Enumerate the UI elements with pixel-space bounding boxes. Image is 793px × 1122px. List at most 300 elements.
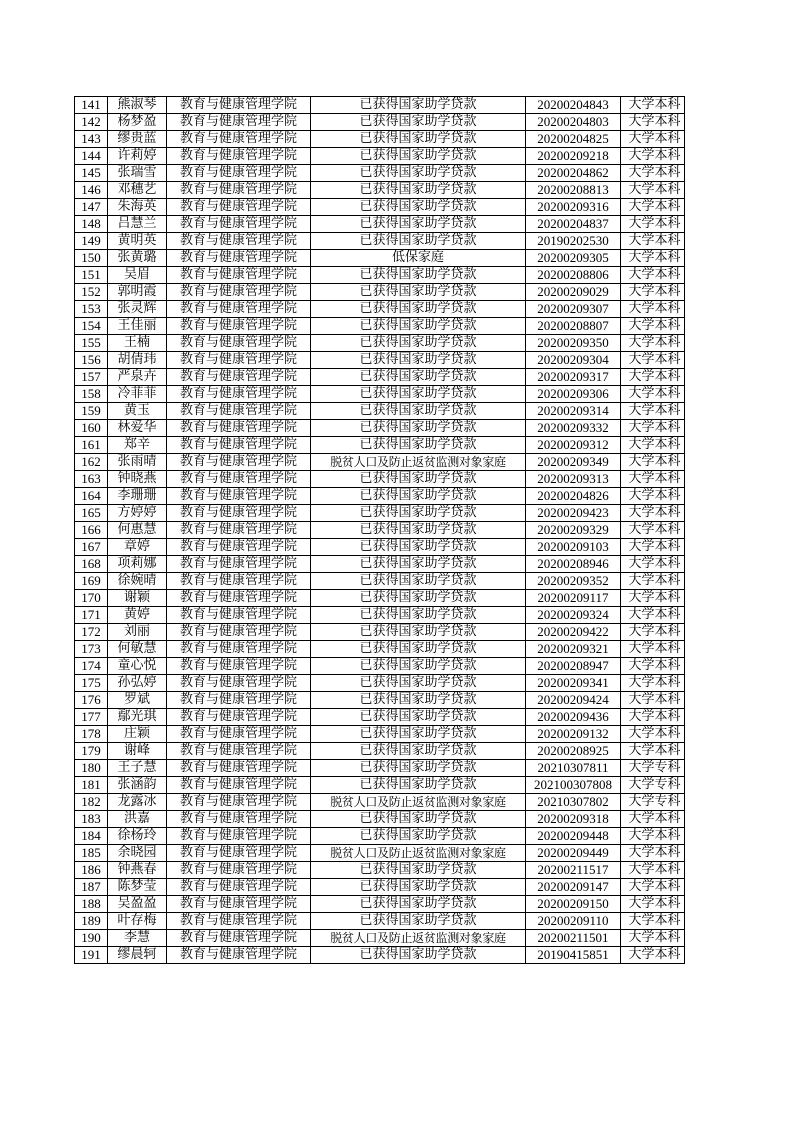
- aid-type-cell: 已获得国家助学贷款: [311, 709, 526, 726]
- row-number-cell: 169: [75, 573, 108, 590]
- college-cell: 教育与健康管理学院: [167, 573, 311, 590]
- row-number-cell: 151: [75, 267, 108, 284]
- student-name-cell: 熊淑琴: [108, 97, 167, 114]
- degree-level-cell: 大学本科: [621, 709, 685, 726]
- table-row: [75, 760, 685, 777]
- student-id-cell: 20200204825: [526, 131, 621, 148]
- aid-type-cell: 已获得国家助学贷款: [311, 114, 526, 131]
- college-cell: 教育与健康管理学院: [167, 488, 311, 505]
- college-cell: 教育与健康管理学院: [167, 709, 311, 726]
- student-id-cell: 20200209350: [526, 335, 621, 352]
- aid-type-cell: 已获得国家助学贷款: [311, 352, 526, 369]
- row-number-cell: 160: [75, 420, 108, 437]
- student-id-cell: 20200209117: [526, 590, 621, 607]
- student-name-cell: 项莉娜: [108, 556, 167, 573]
- aid-type-cell: 已获得国家助学贷款: [311, 386, 526, 403]
- student-id-cell: 20200209110: [526, 913, 621, 930]
- aid-type-cell: 已获得国家助学贷款: [311, 947, 526, 964]
- row-number-cell: 154: [75, 318, 108, 335]
- student-aid-table: [74, 96, 685, 964]
- student-name-cell: 张瑞雪: [108, 165, 167, 182]
- row-number-cell: 168: [75, 556, 108, 573]
- aid-type-cell: 脱贫人口及防止返贫监测对象家庭: [311, 845, 526, 862]
- row-number-cell: 176: [75, 692, 108, 709]
- table-row: [75, 641, 685, 658]
- aid-type-cell: 已获得国家助学贷款: [311, 471, 526, 488]
- aid-type-cell: 已获得国家助学贷款: [311, 437, 526, 454]
- student-name-cell: 黄明英: [108, 233, 167, 250]
- degree-level-cell: 大学本科: [621, 522, 685, 539]
- student-name-cell: 张涵韵: [108, 777, 167, 794]
- degree-level-cell: 大学本科: [621, 590, 685, 607]
- degree-level-cell: 大学本科: [621, 488, 685, 505]
- row-number-cell: 141: [75, 97, 108, 114]
- degree-level-cell: 大学本科: [621, 845, 685, 862]
- degree-level-cell: 大学本科: [621, 250, 685, 267]
- aid-type-cell: 已获得国家助学贷款: [311, 828, 526, 845]
- degree-level-cell: 大学本科: [621, 301, 685, 318]
- table-row: [75, 335, 685, 352]
- aid-type-cell: 已获得国家助学贷款: [311, 658, 526, 675]
- college-cell: 教育与健康管理学院: [167, 318, 311, 335]
- student-id-cell: 20200204826: [526, 488, 621, 505]
- aid-type-cell: 已获得国家助学贷款: [311, 420, 526, 437]
- student-name-cell: 冷菲菲: [108, 386, 167, 403]
- row-number-cell: 179: [75, 743, 108, 760]
- college-cell: 教育与健康管理学院: [167, 267, 311, 284]
- row-number-cell: 144: [75, 148, 108, 165]
- row-number-cell: 145: [75, 165, 108, 182]
- table-row: [75, 522, 685, 539]
- student-name-cell: 吕慧兰: [108, 216, 167, 233]
- student-id-cell: 20190202530: [526, 233, 621, 250]
- degree-level-cell: 大学本科: [621, 692, 685, 709]
- degree-level-cell: 大学专科: [621, 777, 685, 794]
- college-cell: 教育与健康管理学院: [167, 556, 311, 573]
- college-cell: 教育与健康管理学院: [167, 216, 311, 233]
- student-name-cell: 谢颖: [108, 590, 167, 607]
- student-name-cell: 孙弘婷: [108, 675, 167, 692]
- college-cell: 教育与健康管理学院: [167, 777, 311, 794]
- student-name-cell: 李珊珊: [108, 488, 167, 505]
- college-cell: 教育与健康管理学院: [167, 335, 311, 352]
- college-cell: 教育与健康管理学院: [167, 165, 311, 182]
- college-cell: 教育与健康管理学院: [167, 811, 311, 828]
- degree-level-cell: 大学本科: [621, 267, 685, 284]
- student-name-cell: 陈梦莹: [108, 879, 167, 896]
- row-number-cell: 143: [75, 131, 108, 148]
- student-id-cell: 20200204803: [526, 114, 621, 131]
- student-name-cell: 张灵辉: [108, 301, 167, 318]
- table-row: [75, 301, 685, 318]
- table-row: [75, 488, 685, 505]
- row-number-cell: 155: [75, 335, 108, 352]
- degree-level-cell: 大学本科: [621, 403, 685, 420]
- college-cell: 教育与健康管理学院: [167, 624, 311, 641]
- student-id-cell: 20200209314: [526, 403, 621, 420]
- student-id-cell: 20200208806: [526, 267, 621, 284]
- college-cell: 教育与健康管理学院: [167, 641, 311, 658]
- aid-type-cell: 已获得国家助学贷款: [311, 556, 526, 573]
- row-number-cell: 171: [75, 607, 108, 624]
- aid-type-cell: 低保家庭: [311, 250, 526, 267]
- student-id-cell: 20200209132: [526, 726, 621, 743]
- aid-type-cell: 已获得国家助学贷款: [311, 284, 526, 301]
- degree-level-cell: 大学本科: [621, 437, 685, 454]
- college-cell: 教育与健康管理学院: [167, 352, 311, 369]
- student-name-cell: 李慧: [108, 930, 167, 947]
- table-row: [75, 896, 685, 913]
- aid-type-cell: 已获得国家助学贷款: [311, 131, 526, 148]
- college-cell: 教育与健康管理学院: [167, 692, 311, 709]
- college-cell: 教育与健康管理学院: [167, 522, 311, 539]
- college-cell: 教育与健康管理学院: [167, 199, 311, 216]
- row-number-cell: 158: [75, 386, 108, 403]
- degree-level-cell: 大学本科: [621, 743, 685, 760]
- student-name-cell: 刘丽: [108, 624, 167, 641]
- student-id-cell: 20200209312: [526, 437, 621, 454]
- table-row: [75, 267, 685, 284]
- table-row: [75, 947, 685, 964]
- table-row: [75, 437, 685, 454]
- row-number-cell: 167: [75, 539, 108, 556]
- student-name-cell: 罗斌: [108, 692, 167, 709]
- aid-type-cell: 已获得国家助学贷款: [311, 896, 526, 913]
- degree-level-cell: 大学本科: [621, 420, 685, 437]
- student-id-cell: 20200204843: [526, 97, 621, 114]
- student-name-cell: 谢峰: [108, 743, 167, 760]
- degree-level-cell: 大学本科: [621, 607, 685, 624]
- aid-type-cell: 已获得国家助学贷款: [311, 199, 526, 216]
- college-cell: 教育与健康管理学院: [167, 454, 311, 471]
- table-row: [75, 811, 685, 828]
- degree-level-cell: 大学本科: [621, 930, 685, 947]
- college-cell: 教育与健康管理学院: [167, 369, 311, 386]
- aid-type-cell: 已获得国家助学贷款: [311, 165, 526, 182]
- aid-type-cell: 已获得国家助学贷款: [311, 505, 526, 522]
- table-row: [75, 420, 685, 437]
- college-cell: 教育与健康管理学院: [167, 726, 311, 743]
- table-row: [75, 352, 685, 369]
- student-name-cell: 章婷: [108, 539, 167, 556]
- student-id-cell: 20200208925: [526, 743, 621, 760]
- degree-level-cell: 大学本科: [621, 386, 685, 403]
- aid-type-cell: 已获得国家助学贷款: [311, 539, 526, 556]
- degree-level-cell: 大学本科: [621, 624, 685, 641]
- college-cell: 教育与健康管理学院: [167, 437, 311, 454]
- student-id-cell: 20200209103: [526, 539, 621, 556]
- student-name-cell: 张黄璐: [108, 250, 167, 267]
- student-id-cell: 20200209349: [526, 454, 621, 471]
- table-row: [75, 148, 685, 165]
- student-name-cell: 缪贵蓝: [108, 131, 167, 148]
- college-cell: 教育与健康管理学院: [167, 420, 311, 437]
- row-number-cell: 190: [75, 930, 108, 947]
- degree-level-cell: 大学本科: [621, 862, 685, 879]
- aid-type-cell: 已获得国家助学贷款: [311, 624, 526, 641]
- student-name-cell: 钟燕春: [108, 862, 167, 879]
- aid-type-cell: 已获得国家助学贷款: [311, 913, 526, 930]
- college-cell: 教育与健康管理学院: [167, 590, 311, 607]
- student-name-cell: 龙露冰: [108, 794, 167, 811]
- student-id-cell: 20210307811: [526, 760, 621, 777]
- table-row: [75, 573, 685, 590]
- table-row: [75, 726, 685, 743]
- row-number-cell: 157: [75, 369, 108, 386]
- aid-type-cell: 已获得国家助学贷款: [311, 97, 526, 114]
- aid-type-cell: 已获得国家助学贷款: [311, 573, 526, 590]
- aid-type-cell: 已获得国家助学贷款: [311, 641, 526, 658]
- row-number-cell: 153: [75, 301, 108, 318]
- aid-type-cell: 已获得国家助学贷款: [311, 743, 526, 760]
- college-cell: 教育与健康管理学院: [167, 845, 311, 862]
- row-number-cell: 180: [75, 760, 108, 777]
- row-number-cell: 189: [75, 913, 108, 930]
- table-row: [75, 658, 685, 675]
- student-name-cell: 何惠慧: [108, 522, 167, 539]
- row-number-cell: 162: [75, 454, 108, 471]
- college-cell: 教育与健康管理学院: [167, 743, 311, 760]
- row-number-cell: 148: [75, 216, 108, 233]
- degree-level-cell: 大学本科: [621, 182, 685, 199]
- student-id-cell: 20200209029: [526, 284, 621, 301]
- row-number-cell: 146: [75, 182, 108, 199]
- college-cell: 教育与健康管理学院: [167, 658, 311, 675]
- table-row: [75, 539, 685, 556]
- table-row: [75, 556, 685, 573]
- table-row: [75, 386, 685, 403]
- student-name-cell: 何敏慧: [108, 641, 167, 658]
- row-number-cell: 147: [75, 199, 108, 216]
- aid-type-cell: 已获得国家助学贷款: [311, 675, 526, 692]
- table-row: [75, 862, 685, 879]
- college-cell: 教育与健康管理学院: [167, 301, 311, 318]
- student-id-cell: 20210307802: [526, 794, 621, 811]
- college-cell: 教育与健康管理学院: [167, 675, 311, 692]
- table-row: [75, 743, 685, 760]
- college-cell: 教育与健康管理学院: [167, 97, 311, 114]
- student-id-cell: 20200209422: [526, 624, 621, 641]
- row-number-cell: 177: [75, 709, 108, 726]
- aid-type-cell: 已获得国家助学贷款: [311, 488, 526, 505]
- aid-type-cell: 脱贫人口及防止返贫监测对象家庭: [311, 930, 526, 947]
- aid-type-cell: 已获得国家助学贷款: [311, 607, 526, 624]
- row-number-cell: 184: [75, 828, 108, 845]
- student-name-cell: 徐婉晴: [108, 573, 167, 590]
- table-row: [75, 828, 685, 845]
- student-name-cell: 杨梦盈: [108, 114, 167, 131]
- student-name-cell: 徐杨玲: [108, 828, 167, 845]
- degree-level-cell: 大学本科: [621, 896, 685, 913]
- row-number-cell: 152: [75, 284, 108, 301]
- student-name-cell: 童心悦: [108, 658, 167, 675]
- degree-level-cell: 大学本科: [621, 454, 685, 471]
- aid-type-cell: 已获得国家助学贷款: [311, 403, 526, 420]
- row-number-cell: 149: [75, 233, 108, 250]
- aid-type-cell: 已获得国家助学贷款: [311, 811, 526, 828]
- table-row: [75, 454, 685, 471]
- college-cell: 教育与健康管理学院: [167, 947, 311, 964]
- table-row: [75, 131, 685, 148]
- student-name-cell: 严泉卉: [108, 369, 167, 386]
- table-row: [75, 216, 685, 233]
- student-name-cell: 缪晨轲: [108, 947, 167, 964]
- college-cell: 教育与健康管理学院: [167, 794, 311, 811]
- row-number-cell: 183: [75, 811, 108, 828]
- student-id-cell: 20200211501: [526, 930, 621, 947]
- student-id-cell: 20200209317: [526, 369, 621, 386]
- student-name-cell: 黄玉: [108, 403, 167, 420]
- table-row: [75, 165, 685, 182]
- degree-level-cell: 大学本科: [621, 284, 685, 301]
- student-name-cell: 吴盈盈: [108, 896, 167, 913]
- row-number-cell: 165: [75, 505, 108, 522]
- table-row: [75, 199, 685, 216]
- college-cell: 教育与健康管理学院: [167, 930, 311, 947]
- aid-type-cell: 已获得国家助学贷款: [311, 148, 526, 165]
- table-row: [75, 250, 685, 267]
- table-row: [75, 692, 685, 709]
- student-name-cell: 许莉婷: [108, 148, 167, 165]
- degree-level-cell: 大学本科: [621, 573, 685, 590]
- student-id-cell: 20190415851: [526, 947, 621, 964]
- row-number-cell: 191: [75, 947, 108, 964]
- college-cell: 教育与健康管理学院: [167, 471, 311, 488]
- aid-type-cell: 已获得国家助学贷款: [311, 369, 526, 386]
- aid-type-cell: 已获得国家助学贷款: [311, 760, 526, 777]
- row-number-cell: 178: [75, 726, 108, 743]
- degree-level-cell: 大学本科: [621, 828, 685, 845]
- degree-level-cell: 大学本科: [621, 216, 685, 233]
- student-name-cell: 洪嘉: [108, 811, 167, 828]
- degree-level-cell: 大学本科: [621, 335, 685, 352]
- college-cell: 教育与健康管理学院: [167, 114, 311, 131]
- student-id-cell: 20200209307: [526, 301, 621, 318]
- aid-type-cell: 已获得国家助学贷款: [311, 233, 526, 250]
- student-name-cell: 胡倩玮: [108, 352, 167, 369]
- aid-type-cell: 脱贫人口及防止返贫监测对象家庭: [311, 454, 526, 471]
- aid-type-cell: 已获得国家助学贷款: [311, 879, 526, 896]
- row-number-cell: 174: [75, 658, 108, 675]
- student-id-cell: 202100307808: [526, 777, 621, 794]
- degree-level-cell: 大学本科: [621, 233, 685, 250]
- degree-level-cell: 大学本科: [621, 641, 685, 658]
- aid-type-cell: 已获得国家助学贷款: [311, 335, 526, 352]
- table-row: [75, 97, 685, 114]
- row-number-cell: 156: [75, 352, 108, 369]
- degree-level-cell: 大学本科: [621, 318, 685, 335]
- student-id-cell: 20200209424: [526, 692, 621, 709]
- student-id-cell: 20200209449: [526, 845, 621, 862]
- row-number-cell: 170: [75, 590, 108, 607]
- table-row: [75, 930, 685, 947]
- college-cell: 教育与健康管理学院: [167, 250, 311, 267]
- table-row: [75, 777, 685, 794]
- college-cell: 教育与健康管理学院: [167, 896, 311, 913]
- student-name-cell: 方婷婷: [108, 505, 167, 522]
- aid-type-cell: 已获得国家助学贷款: [311, 318, 526, 335]
- row-number-cell: 150: [75, 250, 108, 267]
- student-id-cell: 20200211517: [526, 862, 621, 879]
- student-id-cell: 20200209321: [526, 641, 621, 658]
- student-id-cell: 20200209304: [526, 352, 621, 369]
- degree-level-cell: 大学本科: [621, 165, 685, 182]
- college-cell: 教育与健康管理学院: [167, 148, 311, 165]
- degree-level-cell: 大学本科: [621, 505, 685, 522]
- student-name-cell: 郑辛: [108, 437, 167, 454]
- table-row: [75, 505, 685, 522]
- student-name-cell: 叶存梅: [108, 913, 167, 930]
- row-number-cell: 188: [75, 896, 108, 913]
- table-row: [75, 318, 685, 335]
- student-id-cell: 20200209306: [526, 386, 621, 403]
- student-id-cell: 20200209448: [526, 828, 621, 845]
- student-id-cell: 20200209318: [526, 811, 621, 828]
- aid-type-cell: 已获得国家助学贷款: [311, 862, 526, 879]
- student-id-cell: 20200209150: [526, 896, 621, 913]
- table-row: [75, 182, 685, 199]
- row-number-cell: 159: [75, 403, 108, 420]
- student-id-cell: 20200209324: [526, 607, 621, 624]
- table-row: [75, 403, 685, 420]
- student-name-cell: 邓穗艺: [108, 182, 167, 199]
- degree-level-cell: 大学专科: [621, 794, 685, 811]
- student-id-cell: 20200208807: [526, 318, 621, 335]
- student-name-cell: 钟晓燕: [108, 471, 167, 488]
- row-number-cell: 173: [75, 641, 108, 658]
- degree-level-cell: 大学本科: [621, 97, 685, 114]
- student-id-cell: 20200208813: [526, 182, 621, 199]
- table-row: [75, 709, 685, 726]
- degree-level-cell: 大学本科: [621, 471, 685, 488]
- college-cell: 教育与健康管理学院: [167, 607, 311, 624]
- row-number-cell: 187: [75, 879, 108, 896]
- degree-level-cell: 大学本科: [621, 352, 685, 369]
- college-cell: 教育与健康管理学院: [167, 233, 311, 250]
- student-id-cell: 20200209316: [526, 199, 621, 216]
- student-name-cell: 余晓园: [108, 845, 167, 862]
- table-row: [75, 913, 685, 930]
- aid-type-cell: 已获得国家助学贷款: [311, 590, 526, 607]
- college-cell: 教育与健康管理学院: [167, 505, 311, 522]
- student-id-cell: 20200209329: [526, 522, 621, 539]
- degree-level-cell: 大学本科: [621, 114, 685, 131]
- degree-level-cell: 大学本科: [621, 199, 685, 216]
- student-name-cell: 王子慧: [108, 760, 167, 777]
- row-number-cell: 166: [75, 522, 108, 539]
- degree-level-cell: 大学本科: [621, 947, 685, 964]
- student-id-cell: 20200204837: [526, 216, 621, 233]
- student-name-cell: 张雨晴: [108, 454, 167, 471]
- degree-level-cell: 大学本科: [621, 556, 685, 573]
- row-number-cell: 186: [75, 862, 108, 879]
- student-id-cell: 20200204862: [526, 165, 621, 182]
- aid-type-cell: 已获得国家助学贷款: [311, 216, 526, 233]
- table-row: [75, 845, 685, 862]
- table-row: [75, 114, 685, 131]
- aid-type-cell: 已获得国家助学贷款: [311, 301, 526, 318]
- aid-type-cell: 已获得国家助学贷款: [311, 726, 526, 743]
- student-id-cell: 20200209436: [526, 709, 621, 726]
- aid-type-cell: 已获得国家助学贷款: [311, 522, 526, 539]
- student-id-cell: 20200208946: [526, 556, 621, 573]
- student-id-cell: 20200209147: [526, 879, 621, 896]
- college-cell: 教育与健康管理学院: [167, 182, 311, 199]
- table-row: [75, 794, 685, 811]
- degree-level-cell: 大学本科: [621, 675, 685, 692]
- student-name-cell: 王楠: [108, 335, 167, 352]
- college-cell: 教育与健康管理学院: [167, 131, 311, 148]
